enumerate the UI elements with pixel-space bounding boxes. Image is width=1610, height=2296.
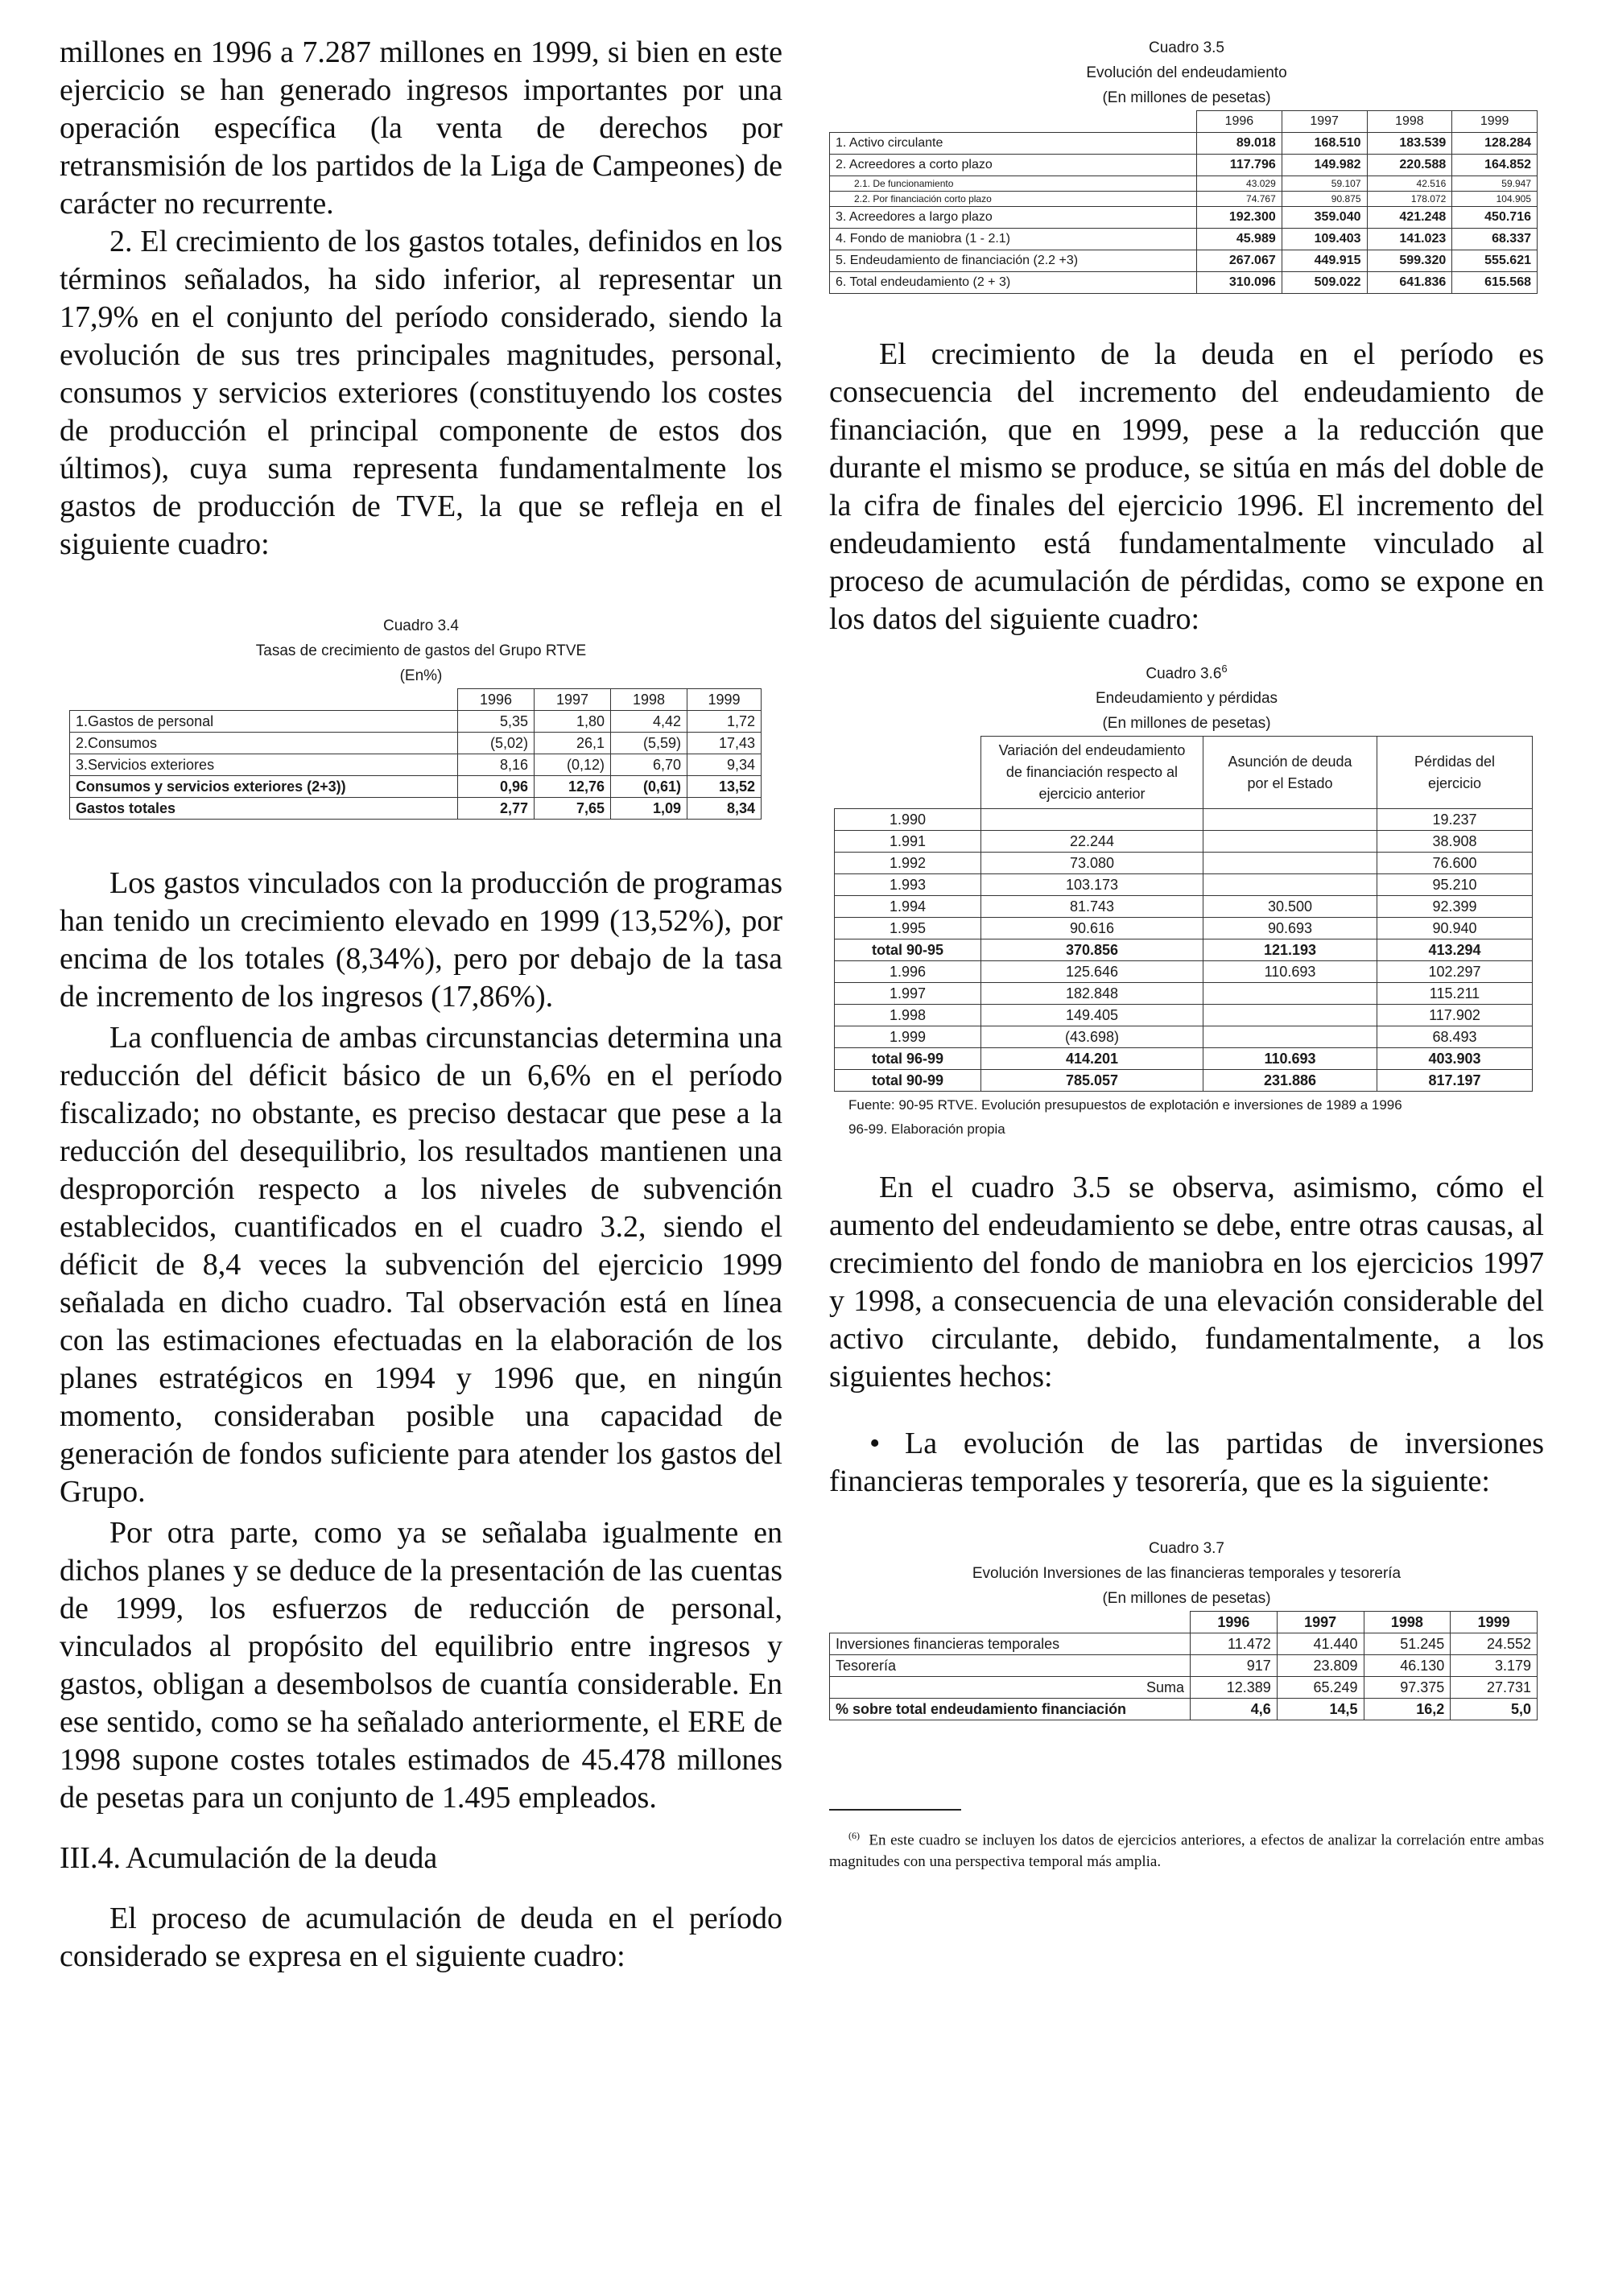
footnote [829, 1825, 1544, 1872]
table-3-4 [60, 613, 782, 820]
table-units: (En millones de pesetas) [1102, 1590, 1271, 1608]
row-label: 1.993 [835, 874, 981, 896]
cell: 1,80 [535, 711, 611, 733]
cell: 231.886 [1203, 1070, 1377, 1092]
table-row [830, 155, 1538, 176]
table-caption: Cuadro 3.7 [1148, 1540, 1224, 1558]
column-header: 1998 [1364, 1612, 1451, 1633]
cell: 90.875 [1282, 192, 1367, 207]
cell: 370.856 [981, 939, 1203, 961]
row-label: Tesorería [830, 1655, 1191, 1677]
row-label: 2.Consumos [70, 733, 458, 754]
data-table [829, 1611, 1538, 1720]
column-header: 1997 [1277, 1612, 1364, 1633]
cell: 413.294 [1377, 939, 1533, 961]
cell: 141.023 [1367, 229, 1452, 250]
cell: 5,35 [458, 711, 535, 733]
footnote-ref: 6 [1221, 663, 1228, 675]
cell: 12,76 [535, 776, 611, 798]
row-label: 1. Activo circulante [830, 133, 1197, 155]
table-row [835, 961, 1533, 983]
section-number: III.4. [60, 1841, 121, 1875]
row-label: 1.999 [835, 1026, 981, 1048]
cell: 65.249 [1277, 1677, 1364, 1699]
cell: 68.493 [1377, 1026, 1533, 1048]
column-header: 1998 [1367, 111, 1452, 133]
column-header: 1999 [1451, 1612, 1538, 1633]
bullet-text: La evolución de las partidas de inversiones financieras temporales y tesorería, que es la siguiente: [829, 1427, 1544, 1499]
empty-cell [835, 737, 981, 809]
empty-cell [830, 1612, 1191, 1633]
cell: 182.848 [981, 983, 1203, 1005]
cell: 450.716 [1452, 207, 1538, 229]
cell: 267.067 [1197, 250, 1282, 272]
row-label: 1.991 [835, 831, 981, 853]
table-source: Fuente: 90-95 RTVE. Evolución presupuestos de explotación e inversiones de 1989 a 1996 [848, 1097, 1402, 1113]
row-label: 4. Fondo de maniobra (1 - 2.1) [830, 229, 1197, 250]
cell: 4,6 [1191, 1699, 1278, 1720]
row-label: Suma [830, 1677, 1191, 1699]
cell: 8,16 [458, 754, 535, 776]
row-label: 3.Servicios exteriores [70, 754, 458, 776]
cell: 178.072 [1367, 192, 1452, 207]
cell: 23.809 [1277, 1655, 1364, 1677]
table-caption [829, 656, 1544, 686]
row-label: 1.996 [835, 961, 981, 983]
table-source: 96-99. Elaboración propia [848, 1121, 1005, 1138]
row-label: 2.2. Por financiación corto plazo [830, 192, 1197, 207]
cell: 599.320 [1367, 250, 1452, 272]
cell: 359.040 [1282, 207, 1367, 229]
row-label: total 90-95 [835, 939, 981, 961]
table-title: Endeudamiento y pérdidas [1095, 690, 1278, 708]
cell: 121.193 [1203, 939, 1377, 961]
footnote-divider [829, 1809, 961, 1811]
table-3-5 [829, 35, 1544, 294]
cell: 27.731 [1451, 1677, 1538, 1699]
table-row [70, 754, 762, 776]
cell: (0,12) [535, 754, 611, 776]
cell: 45.989 [1197, 229, 1282, 250]
cell: 117.902 [1377, 1005, 1533, 1026]
cell [1203, 983, 1377, 1005]
table-row [70, 776, 762, 798]
table-3-6 [829, 656, 1544, 1142]
cell: 125.646 [981, 961, 1203, 983]
column-header: Variación del endeudamiento de financiación respecto al ejercicio anterior [981, 737, 1203, 809]
table-row [830, 229, 1538, 250]
cell: 92.399 [1377, 896, 1533, 918]
cell [981, 809, 1203, 831]
row-label: 2. Acreedores a corto plazo [830, 155, 1197, 176]
paragraph: El proceso de acumulación de deuda en el período considerado se expresa en el siguiente cuadro: [60, 1902, 782, 1973]
row-label: 1.990 [835, 809, 981, 831]
cell: 641.836 [1367, 272, 1452, 294]
cell: 24.552 [1451, 1633, 1538, 1655]
empty-cell [70, 689, 458, 711]
cell: 11.472 [1191, 1633, 1278, 1655]
table-row [830, 133, 1538, 155]
cell: (5,02) [458, 733, 535, 754]
cell: 8,34 [687, 798, 762, 820]
cell: 102.297 [1377, 961, 1533, 983]
row-label: Consumos y servicios exteriores (2+3)) [70, 776, 458, 798]
table-row [835, 983, 1533, 1005]
table-row [835, 809, 1533, 831]
cell: 90.616 [981, 918, 1203, 939]
cell: 13,52 [687, 776, 762, 798]
cell: 89.018 [1197, 133, 1282, 155]
table-title: Evolución Inversiones de las financieras temporales y tesorería [972, 1565, 1402, 1583]
right-column [829, 0, 1544, 1873]
cell: 12.389 [1191, 1677, 1278, 1699]
table-row [70, 733, 762, 754]
row-label: Inversiones financieras temporales [830, 1633, 1191, 1655]
column-header: 1997 [535, 689, 611, 711]
table-row [835, 831, 1533, 853]
cell: 509.022 [1282, 272, 1367, 294]
cell [1203, 809, 1377, 831]
table-header-row [830, 1612, 1538, 1633]
paragraph: La confluencia de ambas circunstancias determina una reducción del déficit básico de un 6,6% en el período fiscalizado; no obstante, es preciso destacar que pese a la reducción del desequilibrio, los resultados mantienen una desproporción respecto a los niveles de subvención establecidos, cuantificados en el cuadro 3.2, siendo el déficit de 8,4 veces la subvención del ejercicio 1999 señalada en dicho cuadro. Tal observación está en línea con las estimaciones efectuadas en la elaboración de los planes estratégicos en 1994 y 1996 que, en ningún momento, consideraban posible una capacidad de generación de fondos suficiente para atender los gastos del Grupo. [60, 1021, 782, 1509]
table-row [830, 192, 1538, 207]
cell: 22.244 [981, 831, 1203, 853]
row-label: 1.998 [835, 1005, 981, 1026]
table-header-row [830, 111, 1538, 133]
paragraph: Los gastos vinculados con la producción de programas han tenido un crecimiento elevado en 1999 (13,52%), por encima de los totales (8,34%), pero por debajo de la tasa de incremento de los ingresos (17,86%). [60, 866, 782, 1014]
table-row [830, 1655, 1538, 1677]
table-title: Evolución del endeudamiento [1086, 64, 1287, 81]
data-table [834, 736, 1533, 1092]
row-label: 3. Acreedores a largo plazo [830, 207, 1197, 229]
cell: 73.080 [981, 853, 1203, 874]
table-row [835, 1026, 1533, 1048]
column-header: 1999 [687, 689, 762, 711]
paragraph: El crecimiento de la deuda en el período es consecuencia del incremento del endeudamiento de financiación, que en 1999, pese a la reducción que durante el mismo se produce, se sitúa en más del doble de la cifra de finales del ejercicio 1996. El incremento del endeudamiento está fundamentalmente vinculado al proceso de acumulación de pérdidas, como se expone en los datos del siguiente cuadro: [829, 337, 1544, 636]
cell: 95.210 [1377, 874, 1533, 896]
cell: 38.908 [1377, 831, 1533, 853]
row-label: total 90-99 [835, 1070, 981, 1092]
table-row [835, 853, 1533, 874]
cell: 81.743 [981, 896, 1203, 918]
table-row [835, 1005, 1533, 1026]
cell: 4,42 [611, 711, 687, 733]
cell: 149.405 [981, 1005, 1203, 1026]
cell: 817.197 [1377, 1070, 1533, 1092]
cell: 14,5 [1277, 1699, 1364, 1720]
table-caption-text: Cuadro 3.6 [1146, 665, 1222, 683]
cell: 5,0 [1451, 1699, 1538, 1720]
table-row [830, 1633, 1538, 1655]
table-title: Tasas de crecimiento de gastos del Grupo RTVE [255, 642, 587, 659]
cell: 421.248 [1367, 207, 1452, 229]
table-row [70, 798, 762, 820]
cell: 76.600 [1377, 853, 1533, 874]
row-label: 5. Endeudamiento de financiación (2.2 +3) [830, 250, 1197, 272]
cell [1203, 853, 1377, 874]
cell: 19.237 [1377, 809, 1533, 831]
cell: 149.982 [1282, 155, 1367, 176]
table-row [830, 207, 1538, 229]
cell: 42.516 [1367, 176, 1452, 192]
cell: 59.947 [1452, 176, 1538, 192]
cell: 30.500 [1203, 896, 1377, 918]
left-column [60, 0, 782, 1976]
table-3-7 [829, 1536, 1544, 1720]
column-header: 1999 [1452, 111, 1538, 133]
table-row [830, 1699, 1538, 1720]
cell: 615.568 [1452, 272, 1538, 294]
cell: 109.403 [1282, 229, 1367, 250]
footnote-text: En este cuadro se incluyen los datos de ejercicios anteriores, a efectos de analizar la correlación entre ambas magnitudes con una perspectiva temporal más amplia. [829, 1831, 1545, 1870]
row-label: 1.992 [835, 853, 981, 874]
cell: 46.130 [1364, 1655, 1451, 1677]
section-title: Acumulación de la deuda [126, 1841, 438, 1875]
cell: (5,59) [611, 733, 687, 754]
table-row [835, 896, 1533, 918]
cell: 90.940 [1377, 918, 1533, 939]
table-row [835, 939, 1533, 961]
cell: 17,43 [687, 733, 762, 754]
cell: 90.693 [1203, 918, 1377, 939]
cell: 59.107 [1282, 176, 1367, 192]
table-row [830, 272, 1538, 294]
table-header-row [835, 737, 1533, 809]
cell: 110.693 [1203, 961, 1377, 983]
cell: 43.029 [1197, 176, 1282, 192]
cell: 128.284 [1452, 133, 1538, 155]
cell: 3.179 [1451, 1655, 1538, 1677]
table-row [830, 176, 1538, 192]
column-header: 1998 [611, 689, 687, 711]
row-label: % sobre total endeudamiento financiación [830, 1699, 1191, 1720]
cell: 103.173 [981, 874, 1203, 896]
table-units: (En%) [399, 667, 443, 684]
table-caption: Cuadro 3.5 [1148, 39, 1224, 56]
row-label: 1.995 [835, 918, 981, 939]
table-row [835, 918, 1533, 939]
cell: 403.903 [1377, 1048, 1533, 1070]
row-label: total 96-99 [835, 1048, 981, 1070]
footnote-mark: (6) [848, 1830, 860, 1842]
cell [1203, 1005, 1377, 1026]
row-label: 1.997 [835, 983, 981, 1005]
cell: 26,1 [535, 733, 611, 754]
cell: 74.767 [1197, 192, 1282, 207]
column-header: 1996 [1191, 1612, 1278, 1633]
section-heading [60, 1840, 782, 1877]
cell: 310.096 [1197, 272, 1282, 294]
cell: 110.693 [1203, 1048, 1377, 1070]
cell: 192.300 [1197, 207, 1282, 229]
cell: 2,77 [458, 798, 535, 820]
bullet-item [829, 1425, 1544, 1501]
cell: 414.201 [981, 1048, 1203, 1070]
cell: 51.245 [1364, 1633, 1451, 1655]
cell: 6,70 [611, 754, 687, 776]
cell: 785.057 [981, 1070, 1203, 1092]
table-row [70, 711, 762, 733]
cell [1203, 831, 1377, 853]
cell: 220.588 [1367, 155, 1452, 176]
column-header: Pérdidas del ejercicio [1377, 737, 1533, 809]
cell: 0,96 [458, 776, 535, 798]
cell: 117.796 [1197, 155, 1282, 176]
column-header: 1996 [1197, 111, 1282, 133]
table-units: (En millones de pesetas) [1102, 89, 1271, 106]
cell: 183.539 [1367, 133, 1452, 155]
table-row [830, 1677, 1538, 1699]
table-row [835, 1070, 1533, 1092]
cell: (43.698) [981, 1026, 1203, 1048]
table-row [835, 1048, 1533, 1070]
cell: 41.440 [1277, 1633, 1364, 1655]
cell [1203, 874, 1377, 896]
column-header: Asunción de deuda por el Estado [1203, 737, 1377, 809]
cell: 1,72 [687, 711, 762, 733]
cell: 164.852 [1452, 155, 1538, 176]
cell: 917 [1191, 1655, 1278, 1677]
empty-cell [830, 111, 1197, 133]
row-label: 6. Total endeudamiento (2 + 3) [830, 272, 1197, 294]
row-label: 1.Gastos de personal [70, 711, 458, 733]
column-header: 1997 [1282, 111, 1367, 133]
cell: 555.621 [1452, 250, 1538, 272]
cell: 7,65 [535, 798, 611, 820]
cell: 9,34 [687, 754, 762, 776]
table-caption: Cuadro 3.4 [382, 617, 459, 634]
table-header-row [70, 689, 762, 711]
cell: 168.510 [1282, 133, 1367, 155]
cell: 1,09 [611, 798, 687, 820]
bullet-icon: • [869, 1427, 881, 1461]
row-label: 2.1. De funcionamiento [830, 176, 1197, 192]
row-label: Gastos totales [70, 798, 458, 820]
table-row [835, 874, 1533, 896]
cell: 97.375 [1364, 1677, 1451, 1699]
cell [1203, 1026, 1377, 1048]
cell: 104.905 [1452, 192, 1538, 207]
table-units: (En millones de pesetas) [1102, 715, 1271, 733]
row-label: 1.994 [835, 896, 981, 918]
table-row [830, 250, 1538, 272]
data-table [69, 688, 762, 820]
paragraph: En el cuadro 3.5 se observa, asimismo, cómo el aumento del endeudamiento se debe, entre otras causas, al crecimiento del fondo de maniobra en los ejercicios 1997 y 1998, a consecuencia de una elevación considerable del activo circulante, debido, fundamentalmente, a los siguientes hechos: [829, 1171, 1544, 1394]
paragraph: 2. El crecimiento de los gastos totales, definidos en los términos señalados, ha sido inferior, al representar un 17,9% en el conjunto del período considerado, siendo la evolución de sus tres principales magnitudes, personal, consumos y servicios exteriores (constituyendo los costes de producción el principal componente de estos dos últimos), cuya suma representa fundamentalmente los gastos de producción de TVE, la que se refleja en el siguiente cuadro: [60, 225, 782, 561]
cell: 115.211 [1377, 983, 1533, 1005]
data-table [829, 110, 1538, 294]
cell: 16,2 [1364, 1699, 1451, 1720]
cell: 449.915 [1282, 250, 1367, 272]
column-header: 1996 [458, 689, 535, 711]
cell: 68.337 [1452, 229, 1538, 250]
paragraph: millones en 1996 a 7.287 millones en 1999, si bien en este ejercicio se han generado ingresos importantes por una operación específica (la venta de derechos por retransmisión de los partidos de la Liga de Campeones) de carácter no recurrente. [60, 35, 782, 221]
cell: (0,61) [611, 776, 687, 798]
paragraph: Por otra parte, como ya se señalaba igualmente en dichos planes y se deduce de la presentación de las cuentas de 1999, los esfuerzos de reducción de personal, vinculados al propósito del equilibrio entre ingresos y gastos, obligan a desembolsos de cuantía considerable. En ese sentido, como se ha señalado anteriormente, el ERE de 1998 supone costes totales estimados de 45.478 millones de pesetas para un conjunto de 1.495 empleados. [60, 1516, 782, 1815]
